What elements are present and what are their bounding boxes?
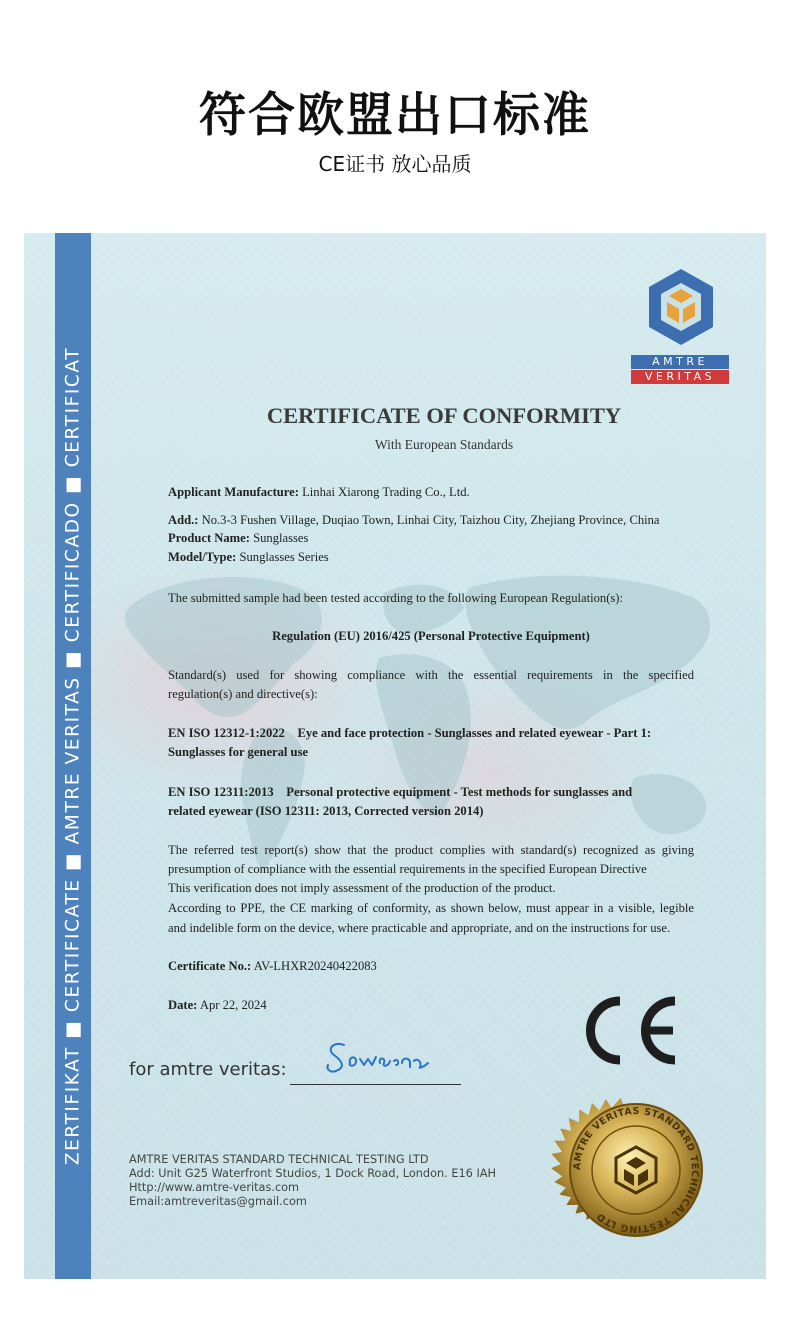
standard-2-line2: related eyewear (ISO 12311: 2013, Corrected version 2014)	[168, 804, 484, 818]
standard-1-line1: EN ISO 12312-1:2022 Eye and face protection - Sunglasses and related eyewear - Part 1:	[168, 726, 652, 740]
tested-statement: The submitted sample had been tested according to the following European Regulation(s):	[168, 591, 623, 605]
logo-word-veritas: VERITAS	[631, 370, 729, 384]
referred-line5: and indelible form on the device, where practicable and appropriate, and on the instructions for use.	[168, 921, 671, 935]
footer-email: Email:amtreveritas@gmail.com	[129, 1195, 307, 1208]
certificate-number-label: Certificate No.:	[168, 959, 252, 973]
model-label: Model/Type:	[168, 550, 237, 564]
footer-address: Add: Unit G25 Waterfront Studios, 1 Dock Road, London. E16 IAH	[129, 1167, 496, 1180]
standards-intro-line2: regulation(s) and directive(s):	[168, 687, 318, 701]
certificate-number-row	[168, 957, 377, 976]
address-row	[168, 511, 660, 530]
gold-seal-icon	[551, 1085, 721, 1255]
regulation: Regulation (EU) 2016/425 (Personal Protective Equipment)	[272, 629, 590, 643]
amtre-veritas-logo	[631, 267, 731, 387]
logo-word-amtre: AMTRE	[631, 355, 729, 369]
date-value: Apr 22, 2024	[199, 998, 267, 1012]
standard-2-line1: EN ISO 12311:2013 Personal protective equipment - Test methods for sunglasses and	[168, 785, 633, 799]
certificate-number-value: AV-LHXR20240422083	[253, 959, 377, 973]
product-row	[168, 529, 308, 548]
model-row	[168, 548, 329, 567]
referred-line3: This verification does not imply assessment of the production of the product.	[168, 881, 556, 895]
signature-line	[290, 1084, 461, 1085]
ce-mark-icon	[574, 993, 679, 1068]
referred-line2: presumption of compliance with the essential requirements in the specified European Directive	[168, 862, 647, 876]
page-subtitle: CE证书 放心品质	[318, 152, 472, 176]
footer-company: AMTRE VERITAS STANDARD TECHNICAL TESTING LTD	[129, 1153, 429, 1166]
page-title: 符合欧盟出口标准	[199, 88, 591, 143]
seal-text: AMTRE VERITAS STANDARD TECHNICAL TESTING LTD	[571, 1105, 701, 1235]
referred-line4: According to PPE, the CE marking of conformity, as shown below, must appear in a visible, legible	[168, 901, 694, 915]
address-label: Add.:	[168, 513, 199, 527]
certificate-document	[24, 233, 766, 1279]
product-value: Sunglasses	[253, 531, 309, 545]
certificate-subtitle: With European Standards	[374, 437, 514, 452]
certificate-title: CERTIFICATE OF CONFORMITY	[266, 403, 622, 428]
footer-website: Http://www.amtre-veritas.com	[129, 1181, 300, 1194]
side-band-text: ZERTIFIKAT ■ CERTIFICATE ■ AMTRE VERITAS ■ CERTIFICADO ■ CERTIFICAT	[62, 346, 84, 1166]
model-value: Sunglasses Series	[239, 550, 329, 564]
signature-graphic	[324, 1033, 434, 1078]
standards-intro-line1: Standard(s) used for showing compliance with the essential requirements in the specified	[168, 668, 694, 682]
signature-label: for amtre veritas:	[129, 1059, 287, 1080]
applicant-label: Applicant Manufacture:	[168, 485, 299, 499]
date-label: Date:	[168, 998, 198, 1012]
logo-hexagon-icon	[647, 267, 715, 347]
standard-1-line2: Sunglasses for general use	[168, 745, 309, 759]
applicant-value: Linhai Xiarong Trading Co., Ltd.	[302, 485, 470, 499]
referred-line1: The referred test report(s) show that the product complies with standard(s) recognized as giving	[168, 843, 694, 857]
applicant-row	[168, 483, 470, 502]
product-label: Product Name:	[168, 531, 250, 545]
date-row	[168, 996, 267, 1015]
address-value: No.3-3 Fushen Village, Duqiao Town, Linhai City, Taizhou City, Zhejiang Province, China	[201, 513, 660, 527]
